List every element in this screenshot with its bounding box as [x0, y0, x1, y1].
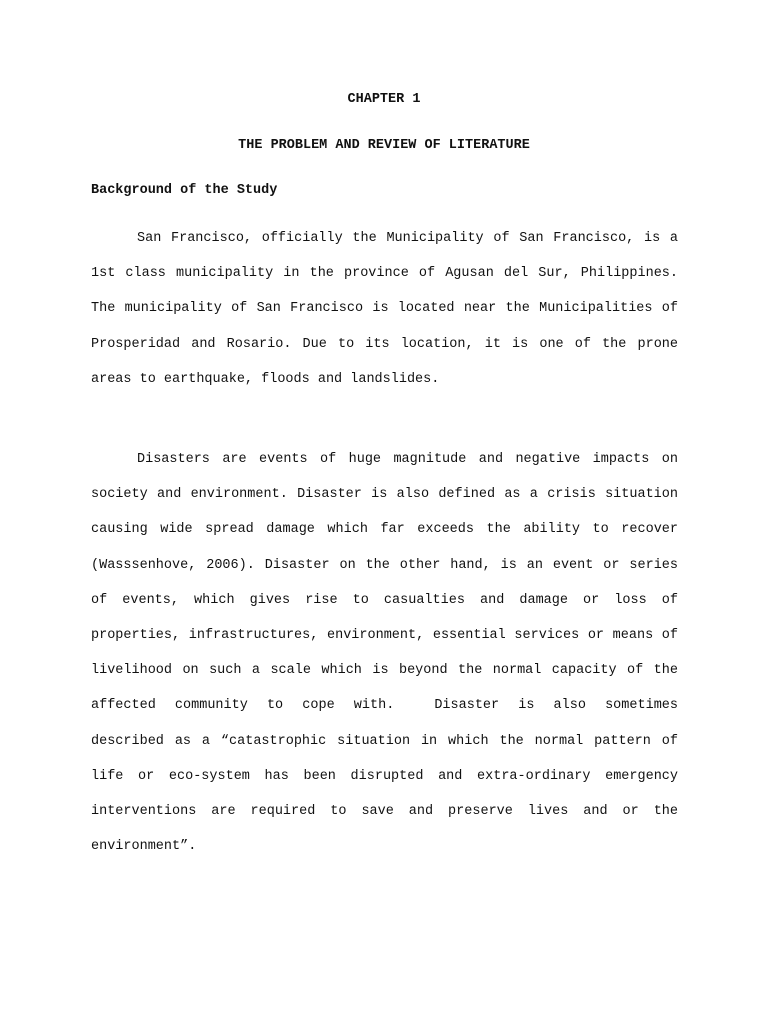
chapter-title: THE PROBLEM AND REVIEW OF LITERATURE — [238, 138, 530, 153]
paragraph-2-continuation: Disaster is also sometimes described as a “catastrophic situation in which the normal pattern of life or eco-system has been disrupted and extra-ordinary emergency interventions are required to save and preserve lives and or the environment”. — [91, 698, 678, 855]
section-heading: Background of the Study — [91, 183, 278, 198]
paragraph-1-text: San Francisco, officially the Municipality of San Francisco, is a 1st class municipality in the province of Agusan del Sur, Philippines. The municipality of San Francisco is located near the Municipalities of Prosperidad and Rosario. Due to its location, it is one of the prone areas to earthquake, floods and landslides. — [91, 231, 678, 387]
chapter-label: CHAPTER 1 — [347, 92, 421, 107]
paragraph-2 — [91, 442, 678, 864]
paragraph-2-text: Disasters are events of huge magnitude and negative impacts on society and environment. Disaster is also defined as a crisis situation causing wide spread damage which far exceeds the ability to recover (Wasssenhove, 2006). Disaster on the other hand, is an event or series of events, which gives rise to casualties and damage or loss of properties, infrastructures, environment, essential services or means of livelihood on such a scale which is beyond the normal capacity of the affected community to cope with. — [91, 452, 678, 714]
paragraph-1 — [91, 221, 678, 397]
